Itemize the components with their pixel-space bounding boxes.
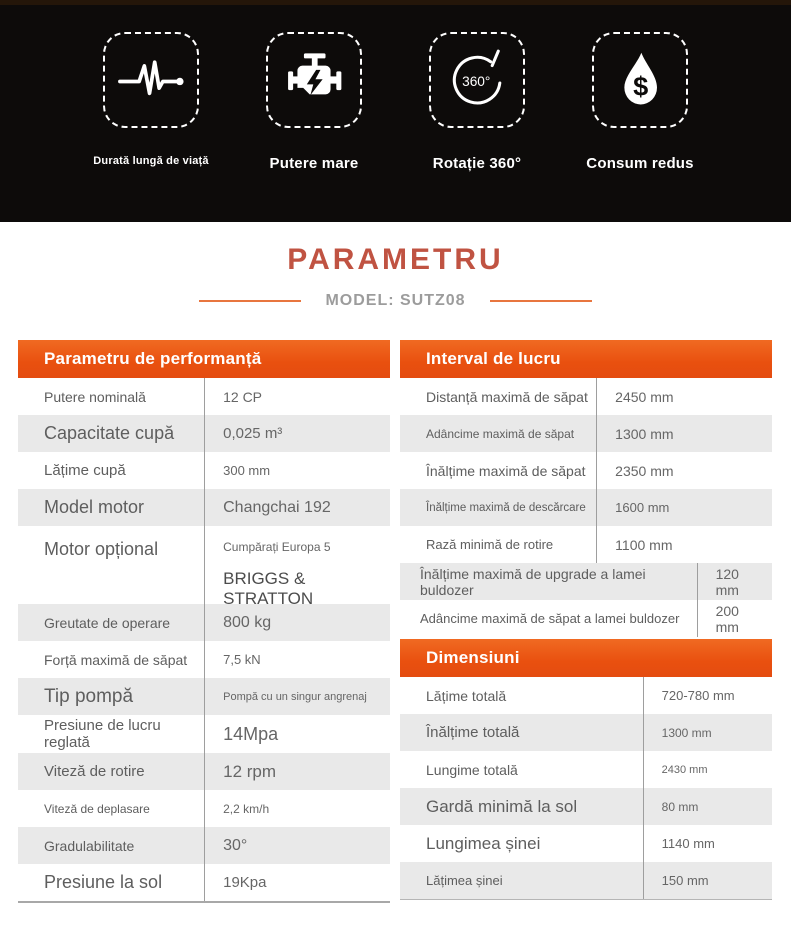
drop-icon-text: $ xyxy=(633,70,649,102)
icon-frame xyxy=(266,32,362,128)
spec-row xyxy=(400,563,772,600)
right-column xyxy=(400,340,772,900)
spec-label: Model motor xyxy=(44,497,145,517)
spec-value: 2450 mm xyxy=(615,388,674,405)
spec-row xyxy=(18,641,390,678)
spec-label: Forță maximă de săpat xyxy=(44,651,188,668)
spec-row xyxy=(400,600,772,637)
spec-value: 80 mm xyxy=(661,799,699,814)
spec-value: 1600 mm xyxy=(615,500,670,515)
feature-power xyxy=(264,32,364,172)
spec-value: 200 mm xyxy=(715,602,739,635)
spec-value: Changchai 192 xyxy=(223,498,331,516)
feature-label: Consum redus xyxy=(586,155,694,172)
spec-value: 2430 mm xyxy=(661,763,708,776)
icon-frame xyxy=(103,32,199,128)
spec-label: Presiune de lucru reglată xyxy=(44,717,161,751)
model-label: MODEL: SUTZ08 xyxy=(325,292,466,309)
spec-value-secondary: BRIGGS & STRATTON xyxy=(223,569,314,608)
spec-value: 30° xyxy=(223,836,248,854)
spec-label: Lățime cupă xyxy=(44,462,126,479)
spec-row xyxy=(400,378,772,415)
performance-table xyxy=(18,340,390,903)
icon-frame xyxy=(429,32,525,128)
spec-label: Înălțime maximă de săpat xyxy=(426,462,586,479)
spec-label: Viteză de deplasare xyxy=(44,801,150,816)
spec-value: 2350 mm xyxy=(615,462,674,479)
spec-row xyxy=(18,489,390,526)
spec-label: Presiune la sol xyxy=(44,872,163,892)
spec-row xyxy=(18,715,390,753)
spec-row xyxy=(400,825,772,862)
working-range-rows xyxy=(400,378,772,637)
spec-label: Înălțime maximă de upgrade a lamei buldozer xyxy=(420,565,646,598)
working-range-table-header: Interval de lucru xyxy=(400,340,772,378)
spec-row xyxy=(400,714,772,751)
spec-row xyxy=(18,378,390,415)
spec-value: 300 mm xyxy=(223,463,271,478)
icon-frame xyxy=(592,32,688,128)
model-divider-right xyxy=(490,300,592,302)
spec-label: Lățime totală xyxy=(426,687,507,704)
spec-value: 19Kpa xyxy=(223,874,267,891)
spec-row xyxy=(18,827,390,864)
dimensions-rows xyxy=(400,677,772,899)
spec-label: Tip pompă xyxy=(44,685,134,707)
spec-label: Înălțime maximă de descărcare xyxy=(426,501,586,514)
rotation-icon-text: 360° xyxy=(462,74,491,90)
spec-row xyxy=(18,753,390,790)
spec-row xyxy=(400,751,772,788)
model-divider-left xyxy=(199,300,301,302)
spec-label: Viteză de rotire xyxy=(44,763,145,780)
rotation-360-icon xyxy=(439,42,515,118)
spec-row xyxy=(400,415,772,452)
spec-label: Capacitate cupă xyxy=(44,423,175,443)
spec-label: Greutate de operare xyxy=(44,614,171,631)
spec-row xyxy=(400,489,772,526)
spec-value: 1140 mm xyxy=(661,836,715,851)
spec-label: Lățimea șinei xyxy=(426,873,503,888)
spec-row xyxy=(18,678,390,715)
spec-value: 800 kg xyxy=(223,613,272,631)
spec-value: 150 mm xyxy=(661,873,709,888)
spec-row xyxy=(18,604,390,641)
dimensions-table xyxy=(400,639,772,900)
feature-label: Rotație 360° xyxy=(432,155,522,172)
spec-label: Rază minimă de rotire xyxy=(426,537,554,552)
spec-row xyxy=(400,788,772,825)
spec-value: 1300 mm xyxy=(661,725,712,740)
spec-value: 1100 mm xyxy=(615,536,673,553)
spec-value: 2,2 km/h xyxy=(223,801,270,816)
spec-row xyxy=(400,862,772,899)
spec-label: Putere nominală xyxy=(44,388,146,405)
spec-value: Cumpărați Europa 5 xyxy=(223,540,331,554)
dimensions-table-header: Dimensiuni xyxy=(400,639,772,677)
spec-label: Gradulabilitate xyxy=(44,837,135,854)
spec-label: Lungimea șinei xyxy=(426,833,541,853)
spec-value: 14Mpa xyxy=(223,723,279,744)
spec-row xyxy=(400,677,772,714)
spec-label: Adâncime maximă de săpat a lamei buldozer xyxy=(420,611,680,626)
performance-table-header: Parametru de performanță xyxy=(18,340,390,378)
pulse-icon xyxy=(114,43,188,117)
spec-row xyxy=(18,452,390,489)
feature-label: Putere mare xyxy=(269,155,359,172)
spec-value: Pompă cu un singur angrenaj xyxy=(223,690,367,703)
spec-label: Gardă minimă la sol xyxy=(426,796,578,816)
spec-label: Distanță maximă de săpat xyxy=(426,388,588,405)
model-row xyxy=(0,292,791,310)
spec-row xyxy=(18,864,390,901)
working-range-table xyxy=(400,340,772,637)
performance-rows xyxy=(18,378,390,901)
spec-label: Înălțime totală xyxy=(426,724,520,741)
feature-label: Durată lungă de viață xyxy=(93,155,209,167)
spec-value: 720-780 mm xyxy=(661,688,735,703)
spec-row xyxy=(18,415,390,452)
spec-row xyxy=(400,526,772,563)
spec-label: Lungime totală xyxy=(426,761,518,778)
spec-label: Adâncime maximă de săpat xyxy=(426,426,575,441)
title-block xyxy=(0,222,791,310)
spec-row xyxy=(18,790,390,827)
spec-row xyxy=(18,526,390,608)
spec-value: 7,5 kN xyxy=(223,652,261,667)
spec-value: 1300 mm xyxy=(615,425,674,442)
spec-value: 12 CP xyxy=(223,388,263,405)
spec-row xyxy=(400,452,772,489)
feature-durability xyxy=(93,32,209,172)
hero-items xyxy=(0,5,791,172)
spec-value: 12 rpm xyxy=(223,761,277,781)
hero-feature-strip xyxy=(0,0,791,222)
engine-icon xyxy=(278,44,350,116)
feature-consumption xyxy=(586,32,694,172)
spec-value: 0,025 m³ xyxy=(223,425,283,442)
page-title: PARAMETRU xyxy=(287,243,504,276)
feature-rotation xyxy=(427,32,527,172)
spec-tables xyxy=(0,340,791,903)
spec-label: Motor opțional xyxy=(44,539,159,559)
spec-value: 120 mm xyxy=(715,565,739,598)
dollar-drop-icon xyxy=(606,46,674,114)
